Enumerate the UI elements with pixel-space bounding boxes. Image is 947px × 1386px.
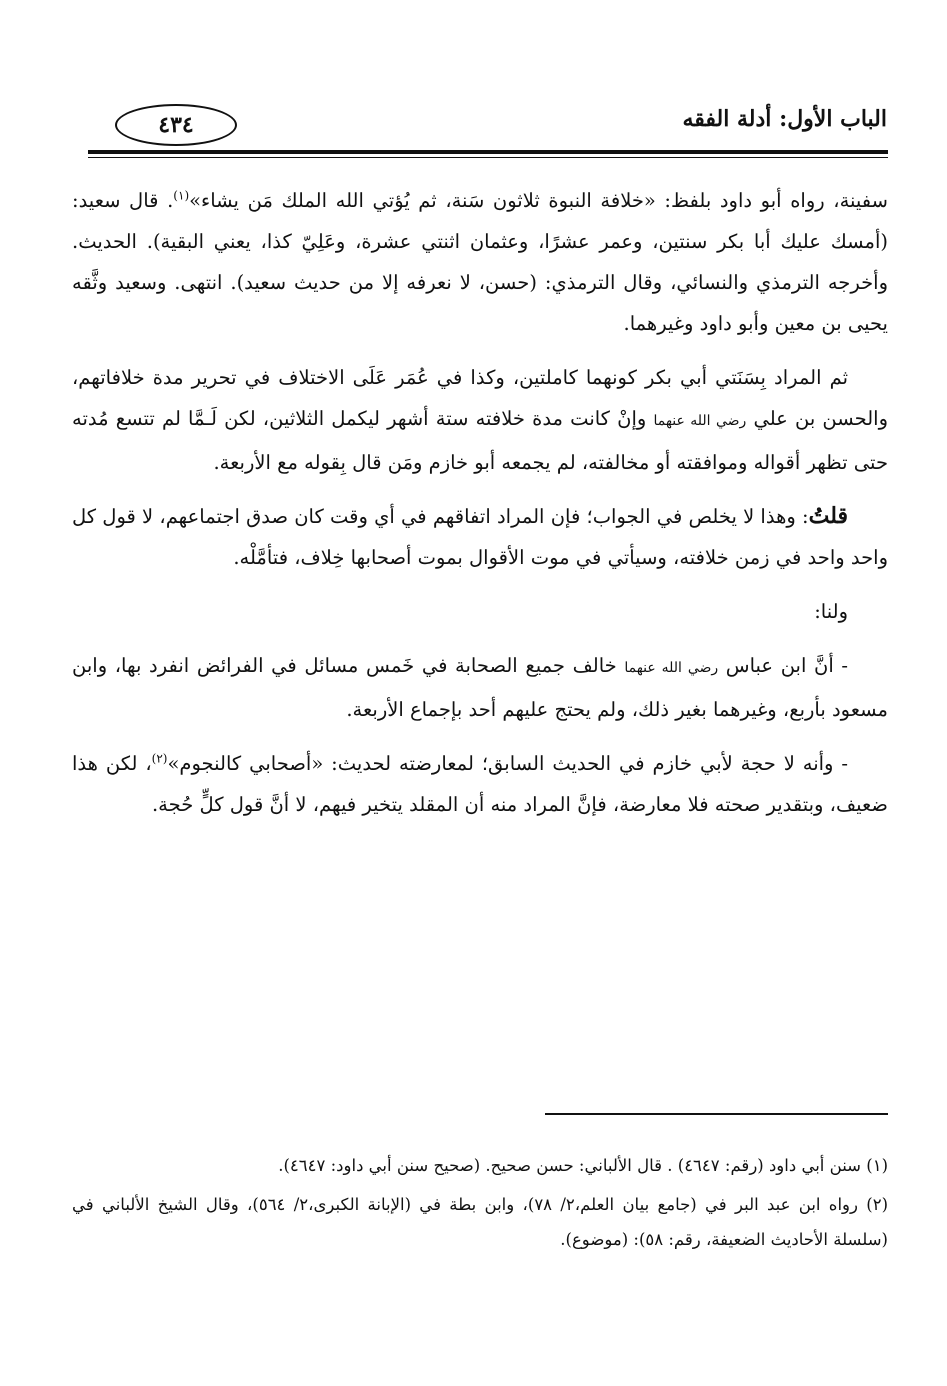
paragraph-1-text-b: . قال سعيد: (أمسك عليك أبا بكر سنتين، وعمر عشرًا، وعثمان اثنتي عشرة، وعَلِيّ كذا، يعني البقية). الحديث. وأخرجه الترمذي والنسائي، وقال الترمذي: (حسن، لا نعرفه إلا من حديث سعيد). انتهى. وسعيد وثَّقه يحيى بن معين وأبو داود وغيرهما. xyxy=(72,189,888,335)
paragraph-2-text-b: وإنْ كانت مدة خلافته ستة أشهر ليكمل الثلاثين، لكن لَـمَّا لم تتسع مُدته حتى تظهر أقواله وموافقته أو مخالفته، لم يجمعه أبو خازم ومَن قال بِقوله مع الأربعة. xyxy=(72,407,888,474)
paragraph-6-text-b: ، لكن هذا ضعيف، وبتقدير صحته فلا معارضة، فإنَّ المراد منه أن المقلد يتخير فيهم، لا أنَّ قول كلٍّ حُجة. xyxy=(72,752,888,816)
footnote-ref-1: (١) xyxy=(173,188,190,203)
paragraph-6 xyxy=(72,743,888,825)
paragraph-6-text-a: - وأنه لا حجة لأبي خازم في الحديث السابق؛ لمعارضته لحديث: «أصحابي كالنجوم» xyxy=(167,752,848,775)
footnotes xyxy=(72,1148,888,1261)
paragraph-2-text-a: ثم المراد بِسَنَتي أبي بكر كونهما كاملتين، وكذا في عُمَر عَلَى الاختلاف في تحرير مدة خلافاتهم، والحسن بن علي xyxy=(72,366,889,430)
page-number-badge: ٤٣٤ xyxy=(115,104,237,146)
page-header xyxy=(115,100,887,150)
honorific-ligature-icon: رضي الله عنهما xyxy=(653,413,747,429)
main-text xyxy=(72,180,888,838)
honorific-ligature-icon: رضي الله عنهما xyxy=(624,660,719,676)
paragraph-2 xyxy=(72,357,888,483)
footnote-2: (٢) رواه ابن عبد البر في (جامع بيان العلم،٢/ ٧٨)، وابن بطة في (الإبانة الكبرى،٢/ ٥٦٤)، وقال الشيخ الألباني في (سلسلة الأحاديث الضعيفة، رقم: ٥٨): (موضوع). xyxy=(72,1195,889,1249)
paragraph-5-text-b: خالف جميع الصحابة في خَمس مسائل في الفرائض انفرد بها، وابن مسعود بأربع، وغيرهما بغير ذلك، ولم يحتج عليهم أحد بإجماع الأربعة. xyxy=(72,654,888,721)
paragraph-5-text-a: - أنَّ ابن عباس xyxy=(725,654,848,677)
paragraph-5 xyxy=(72,645,888,730)
footnote-separator xyxy=(545,1113,888,1115)
header-rule-thick xyxy=(88,150,888,154)
paragraph-3 xyxy=(72,496,888,578)
footnote-ref-2: (٢) xyxy=(151,751,168,766)
paragraph-3-text: : وهذا لا يخلص في الجواب؛ فإن المراد اتفاقهم في أي وقت كان صدق اجتماعهم، لا قول كل واحد واحد في زمن خلافته، وسيأتي في موت الأقوال بموت أصحابها خِلاف، فتأمَّلْه. xyxy=(72,505,888,569)
paragraph-1 xyxy=(72,180,888,344)
paragraph-4: ولنا: xyxy=(814,600,848,623)
paragraph-1-text-a: سفينة، رواه أبو داود بلفظ: «خلافة النبوة ثلاثون سَنة، ثم يُؤتي الله الملك مَن يشاء» xyxy=(189,189,888,212)
paragraph-3-lead: قلتُ xyxy=(808,503,848,529)
header-rule-thin xyxy=(88,157,888,158)
footnote-1: (١) سنن أبي داود (رقم: ٤٦٤٧) . قال الألباني: حسن صحيح. (صحيح سنن أبي داود: ٤٦٤٧). xyxy=(278,1156,888,1175)
running-title: الباب الأول: أدلة الفقه xyxy=(682,106,887,132)
